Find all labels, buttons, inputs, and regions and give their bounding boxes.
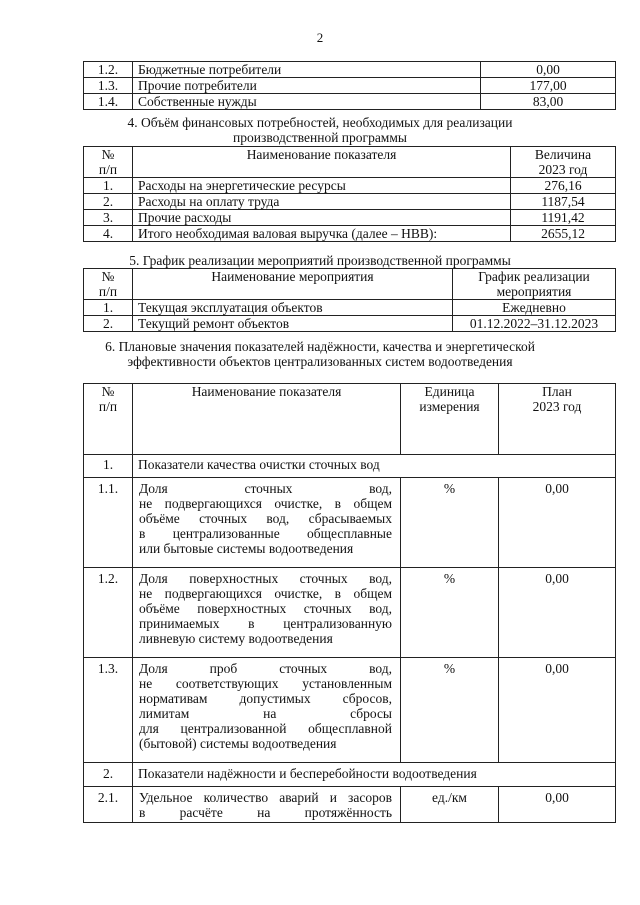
header-number-line-2: п/п [98,284,118,299]
row-name: Прочие потребители [133,78,481,94]
group-row [84,455,616,478]
table-row [84,194,616,210]
row-name: Прочие расходы [133,210,511,226]
table-row [84,78,616,94]
description-line: или бытовые системы водоотведения [139,541,354,556]
row-number: 1.1. [84,478,133,568]
section-6-title-line-2: эффективности объектов централизованных систем водоотведения [127,354,513,369]
row-number: 3. [84,210,133,226]
header-unit [401,384,499,455]
row-description [133,658,401,763]
row-number: 1.2. [84,62,133,78]
header-value-line-1: Величина [534,147,592,162]
row-value: 0,00 [499,568,616,658]
table-row [84,658,616,763]
table-row [84,300,616,316]
table-row [84,94,616,110]
description-line: не соответствующих установленным [139,676,392,691]
row-value: 1187,54 [511,194,616,210]
header-name: Наименование показателя [133,384,401,455]
header-value [511,147,616,178]
table-header-row [84,269,616,300]
table-row [84,568,616,658]
header-name: Наименование показателя [133,147,511,178]
header-number-line-2: п/п [98,162,118,177]
table-row [84,316,616,332]
row-value: 2655,12 [511,226,616,242]
description-line: лимитам на сбросы [139,706,392,721]
description-line: не подвергающихся очистке, в общем [139,586,392,601]
row-value: 0,00 [499,787,616,823]
group-title: Показатели надёжности и бесперебойности водоотведения [133,763,616,787]
row-number: 1.2. [84,568,133,658]
row-name: Бюджетные потребители [133,62,481,78]
table-row [84,787,616,823]
row-number: 2. [84,316,133,332]
row-value: 83,00 [481,94,616,110]
group-row [84,763,616,787]
section-4-title-line-2: производственной программы [233,130,407,145]
row-unit: ед./км [401,787,499,823]
description-line: Доля сточных вод, [139,481,392,496]
row-description [133,787,401,823]
row-value: 0,00 [481,62,616,78]
table-row [84,478,616,568]
description-line: объёме сточных вод, сбрасываемых [139,511,392,526]
row-unit: % [401,658,499,763]
description-line: (бытовой) системы водоотведения [139,736,337,751]
header-number [84,384,133,455]
table-header-row [84,147,616,178]
row-schedule: Ежедневно [453,300,616,316]
description-line: нормативам допустимых сбросов, [139,691,392,706]
table-header-row [84,384,616,455]
row-name: Расходы на энергетические ресурсы [133,178,511,194]
financial-needs-table [83,146,616,242]
section-4-title-line-1: 4. Объём финансовых потребностей, необходимых для реализации [127,115,513,130]
description-line: ливневую систему водоотведения [139,631,333,646]
row-number: 1.3. [84,78,133,94]
table-row [84,226,616,242]
header-plan [499,384,616,455]
description-line: Доля поверхностных сточных вод, [139,571,392,586]
row-number: 4. [84,226,133,242]
schedule-table [83,268,616,332]
description-line: Доля проб сточных вод, [139,661,392,676]
row-value: 177,00 [481,78,616,94]
group-number: 2. [84,763,133,787]
row-number: 1.3. [84,658,133,763]
header-number-line-1: № [101,384,115,399]
header-number [84,269,133,300]
description-line: для централизованной общесплавной [139,721,392,736]
section-6-title-line-1: 6. Плановые значения показателей надёжности, качества и энергетической [105,339,535,354]
table-row [84,62,616,78]
header-schedule-line-1: График реализации [478,269,590,284]
group-title: Показатели качества очистки сточных вод [133,455,616,478]
row-value: 0,00 [499,658,616,763]
section-5-title: 5. График реализации мероприятий производственной программы [129,253,511,268]
header-name: Наименование мероприятия [133,269,453,300]
description-line: в расчёте на протяжённость [139,805,392,820]
table-row [84,178,616,194]
header-unit-line-2: измерения [419,399,480,414]
row-number: 1.4. [84,94,133,110]
description-line: объёме поверхностных сточных вод, [139,601,392,616]
description-line: в централизованные общесплавные [139,526,392,541]
row-name: Текущий ремонт объектов [133,316,453,332]
row-number: 2. [84,194,133,210]
header-value-line-2: 2023 год [538,162,588,177]
header-schedule [453,269,616,300]
header-plan-line-1: План [542,384,572,399]
consumers-table [83,61,616,110]
table-row [84,210,616,226]
header-number [84,147,133,178]
row-schedule: 01.12.2022–31.12.2023 [453,316,616,332]
row-number: 2.1. [84,787,133,823]
header-number-line-2: п/п [98,399,118,414]
row-name: Текущая эксплуатация объектов [133,300,453,316]
description-line: принимаемых в централизованную [139,616,392,631]
row-number: 1. [84,178,133,194]
header-number-line-1: № [101,147,115,162]
row-value: 1191,42 [511,210,616,226]
header-unit-line-1: Единица [424,384,475,399]
row-name: Собственные нужды [133,94,481,110]
indicators-table [83,383,616,823]
header-schedule-line-2: мероприятия [496,284,572,299]
group-number: 1. [84,455,133,478]
row-description [133,478,401,568]
header-plan-line-2: 2023 год [532,399,582,414]
header-number-line-1: № [101,269,115,284]
description-line: не подвергающихся очистке, в общем [139,496,392,511]
row-value: 0,00 [499,478,616,568]
row-name: Расходы на оплату труда [133,194,511,210]
row-number: 1. [84,300,133,316]
row-unit: % [401,478,499,568]
page-number: 2 [316,30,324,45]
row-name: Итого необходимая валовая выручка (далее – НВВ): [133,226,511,242]
description-line: Удельное количество аварий и засоров [139,790,392,805]
row-unit: % [401,568,499,658]
row-description [133,568,401,658]
row-value: 276,16 [511,178,616,194]
